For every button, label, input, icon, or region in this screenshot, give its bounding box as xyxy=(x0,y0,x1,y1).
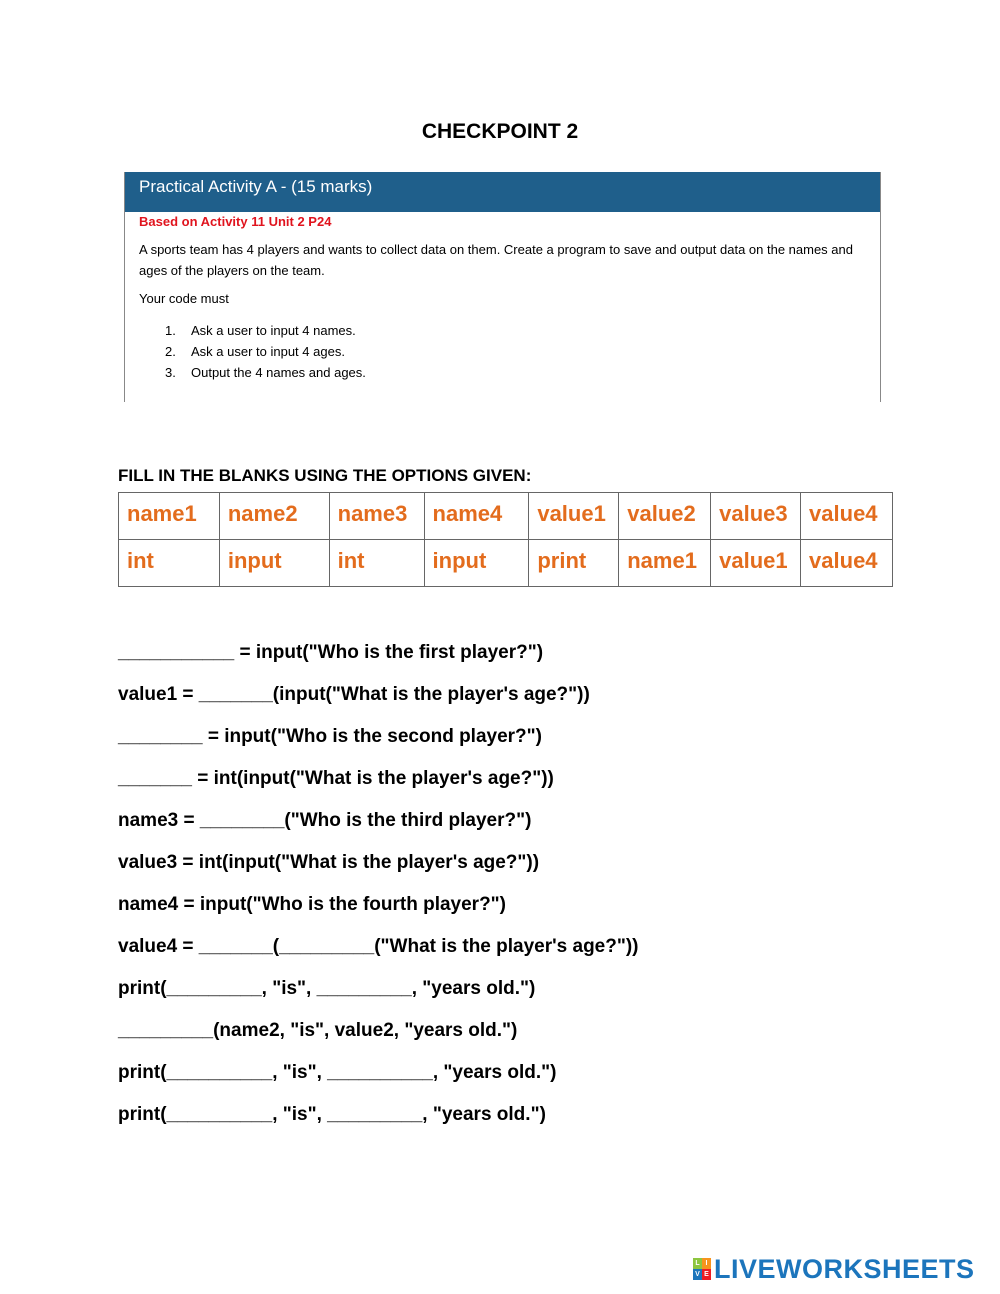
options-row xyxy=(119,540,893,587)
option-cell: value1 xyxy=(711,540,801,587)
code-line: print(__________, "is", _________, "years old.") xyxy=(118,1104,546,1125)
code-line: print(__________, "is", __________, "years old.") xyxy=(118,1062,557,1083)
activity-must-label: Your code must xyxy=(139,291,229,306)
activity-step: 1. Ask a user to input 4 names. xyxy=(165,323,356,338)
logo-mark-letter: I xyxy=(702,1258,711,1269)
option-cell: value3 xyxy=(711,493,801,540)
liveworksheets-logo xyxy=(693,1254,975,1284)
fill-heading: FILL IN THE BLANKS USING THE OPTIONS GIVEN: xyxy=(118,466,532,485)
option-cell: int xyxy=(119,540,220,587)
options-row xyxy=(119,493,893,540)
option-cell: value4 xyxy=(801,540,893,587)
option-cell: value1 xyxy=(529,493,619,540)
option-cell: input xyxy=(424,540,529,587)
code-line: ________ = input("Who is the second player?") xyxy=(118,726,542,747)
activity-steps xyxy=(165,320,880,383)
page-title: CHECKPOINT 2 xyxy=(421,120,579,143)
option-cell: name1 xyxy=(119,493,220,540)
option-cell: input xyxy=(219,540,329,587)
activity-step: 3. Output the 4 names and ages. xyxy=(165,365,366,380)
logo-mark-letter: E xyxy=(702,1269,711,1280)
code-line: _________(name2, "is", value2, "years old.") xyxy=(118,1020,518,1041)
option-cell: name3 xyxy=(329,493,424,540)
logo-text: LIVEWORKSHEETS xyxy=(714,1253,975,1284)
activity-box xyxy=(124,172,881,402)
code-line: name4 = input("Who is the fourth player?") xyxy=(118,894,507,915)
logo-mark-letter: L xyxy=(693,1258,702,1269)
activity-header: Practical Activity A - (15 marks) xyxy=(125,172,880,212)
code-line: value3 = int(input("What is the player's age?")) xyxy=(118,852,540,873)
code-line: ___________ = input("Who is the first player?") xyxy=(118,642,544,663)
logo-mark-icon xyxy=(693,1258,711,1280)
logo-mark-letter: V xyxy=(693,1269,702,1280)
activity-subheader: Based on Activity 11 Unit 2 P24 xyxy=(139,214,332,229)
option-cell: value4 xyxy=(801,493,893,540)
code-line: value1 = _______(input("What is the player's age?")) xyxy=(118,684,590,705)
code-lines xyxy=(118,640,639,1144)
code-line: name3 = ________("Who is the third player?") xyxy=(118,810,532,831)
activity-step: 2. Ask a user to input 4 ages. xyxy=(165,344,345,359)
option-cell: value2 xyxy=(619,493,711,540)
option-cell: name4 xyxy=(424,493,529,540)
code-line: value4 = _______(_________("What is the player's age?")) xyxy=(118,936,639,957)
options-table xyxy=(118,492,893,587)
activity-description: A sports team has 4 players and wants to collect data on them. Create a program to save and output data on the names and ages of the players on the team. xyxy=(139,242,853,278)
code-line: _______ = int(input("What is the player's age?")) xyxy=(118,768,554,789)
option-cell: int xyxy=(329,540,424,587)
option-cell: name2 xyxy=(219,493,329,540)
option-cell: name1 xyxy=(619,540,711,587)
code-line: print(_________, "is", _________, "years old.") xyxy=(118,978,536,999)
option-cell: print xyxy=(529,540,619,587)
